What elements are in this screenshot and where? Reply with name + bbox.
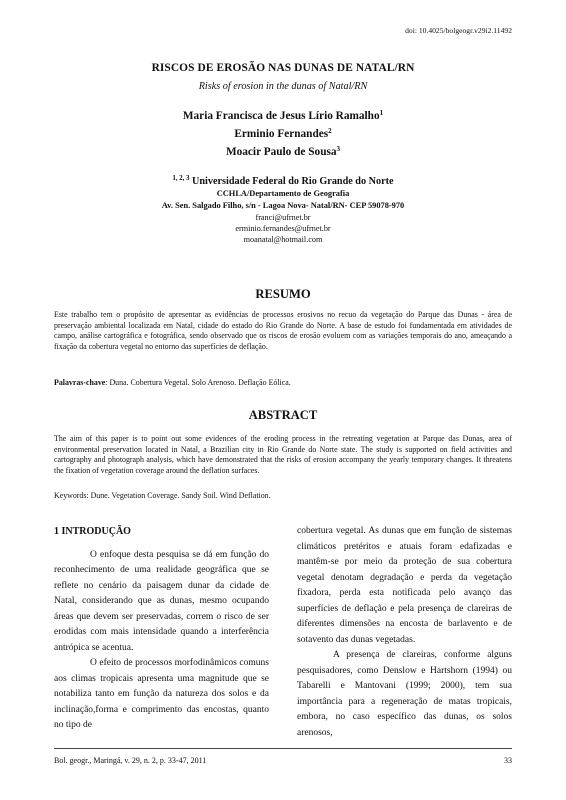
- page-number: 33: [504, 756, 512, 765]
- left-column: [54, 524, 269, 734]
- paragraph-continuation: cobertura vegetal. As dunas que em função de sistemas climáticos pretéritos e atuais foram edafizadas e mantêm-se por meio da proteção de sua cobertura vegetal denotam degradação e perda da vegetação fixadora, perda esta notificada pelo avanço das superfícies de deflação e pela presença de clareiras de diferentes dimensões na encosta de barlavento e de sotavento das dunas vegetadas.: [297, 526, 512, 645]
- doi: doi: 10.4025/bolgeogr.v29i2.11492: [405, 26, 512, 35]
- resumo-text: Este trabalho tem o propósito de apresentar as evidências de processos erosivos no recuo da vegetação do Parque das Dunas - área de preservação ambiental localizada em Natal, cidade do estado do Rio Grande do Norte. A base de estudo foi fundamentada em atividades de campo, análise cartográfica e fotográfica, sendo observado que os riscos de erosão evoluem com as variações temporais do ano, ameaçando a fixação da cobertura vegetal no entorno das superfícies de deflação.: [54, 310, 512, 351]
- author-list: [54, 106, 512, 160]
- section-heading: 1 INTRODUÇÃO: [54, 526, 131, 537]
- abstract-keywords: Keywords: Dune. Vegetation Coverage. Sandy Soil. Wind Deflation.: [54, 491, 271, 500]
- paper-title: RISCOS DE EROSÃO NAS DUNAS DE NATAL/RN: [151, 62, 415, 74]
- paper-subtitle: Risks of erosion in the dunas of Natal/RN: [198, 81, 368, 92]
- resumo-keywords: Palavras-chave: Duna. Cobertura Vegetal. Solo Arenoso. Deflação Eólica.: [54, 378, 291, 387]
- abstract-text: The aim of this paper is to point out some evidences of the eroding process in the retreating vegetation at Parque das Dunas, area of environmental preservation located in Natal, a Brazilian city in Rio Grande do Norte state. The study is supported on field activities and cartography and photograph analysis, which have demonstrated that the risks of erosion accompany the yearly temporary changes. It threatens the fixation of vegetation coverage around the deflation surfaces.: [54, 434, 512, 475]
- author: Moacir Paulo de Sousa$^3$: [225, 145, 341, 158]
- paragraph: A presença de clareiras, conforme alguns pesquisadores, como Denslow e Hartshorn (1994) ou Tabarelli e Mantovani (1999; 2000), tem sua importância para a regeneração de matas tropicais, embora, no caso específico das dunas, os solos arenosos,: [297, 650, 512, 738]
- email[interactable]: moanatal@hotmail.com: [243, 235, 323, 244]
- university: $^{1, 2, 3}$ Universidade Federal do Rio Grande do Norte: [172, 175, 394, 187]
- author: Maria Francisca de Jesus Lírio Ramalho$^1$: [182, 109, 384, 122]
- right-column: [297, 524, 512, 741]
- paragraph: O efeito de processos morfodinâmicos comuns aos climas tropicais apresenta uma magnitude que se notabiliza tanto em função da natureza dos solos e da inclinação,forma e comprimento das encostas, quanto no tipo de: [54, 658, 269, 730]
- affiliation: [54, 173, 512, 245]
- abstract-heading: ABSTRACT: [248, 408, 318, 422]
- email[interactable]: erminio.fernandes@ufrnet.br: [235, 224, 331, 233]
- department: CCHLA/Departamento de Geografia: [216, 189, 350, 198]
- paragraph: O enfoque desta pesquisa se dá em função do reconhecimento de uma realidade geográfica que se reflete no cenário da paisagem dunar da cidade de Natal, considerando que as dunas, mesmo ocupando áreas que devem ser preservadas, correm o risco de ser erodidas com mais intensidade quando a interferência antrópica se acentua.: [54, 549, 269, 653]
- resumo-heading: RESUMO: [255, 287, 311, 301]
- address: Av. Sen. Salgado Filho, s/n - Lagoa Nova- Natal/RN- CEP 59078-970: [161, 201, 405, 210]
- footer-divider: [54, 748, 512, 749]
- email[interactable]: franci@ufrnet.br: [255, 213, 311, 222]
- title-block: [54, 62, 512, 245]
- footer-citation: Bol. geogr., Maringá, v. 29, n. 2, p. 33-47, 2011: [54, 756, 207, 765]
- author: Erminio Fernandes$^2$: [234, 127, 332, 140]
